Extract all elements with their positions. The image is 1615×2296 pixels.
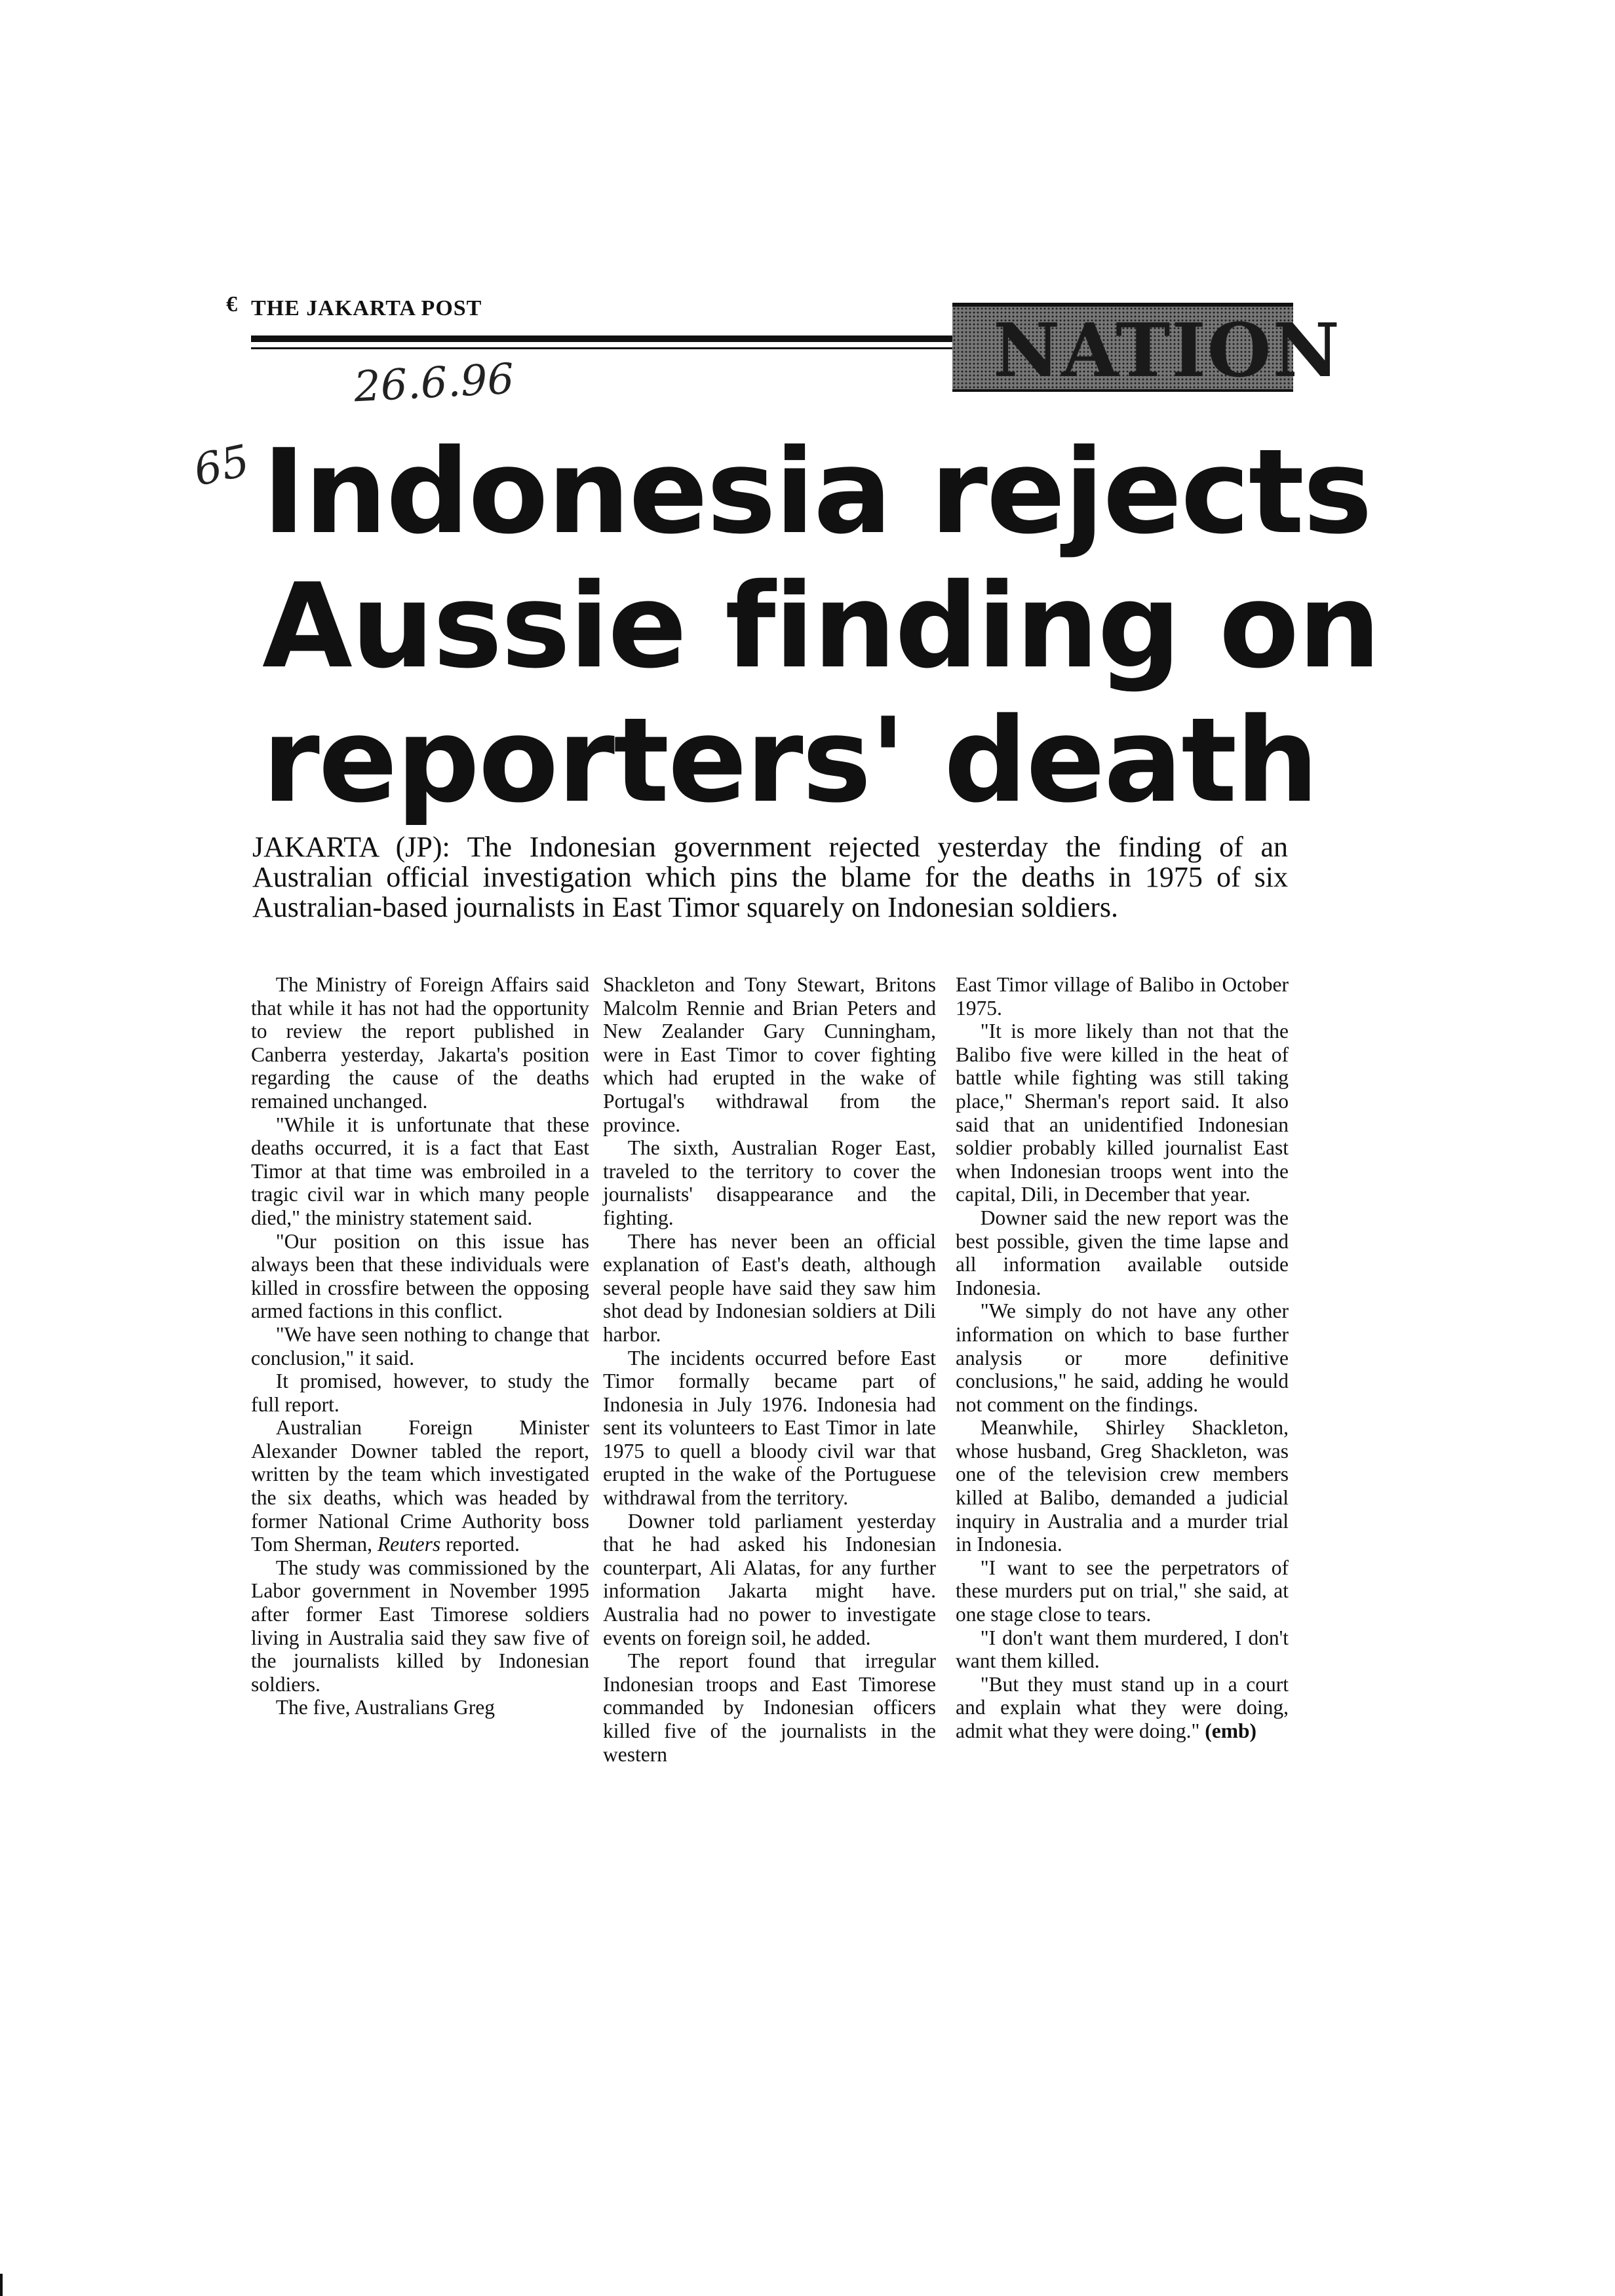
paragraph: The five, Australians Greg bbox=[275, 1696, 495, 1719]
headline-line-3: reporters' death bbox=[262, 693, 1318, 828]
paragraph: The study was commissioned by the Labor government in November 1995 after former East Timorese soldiers living in Australia said they saw five of the journalists killed by Indonesian soldiers. bbox=[251, 1556, 589, 1696]
reuters-credit: Reuters bbox=[377, 1533, 441, 1556]
masthead-title: THE JAKARTA POST bbox=[251, 296, 482, 320]
paragraph: "It is more likely than not that the Balibo five were killed in the heat of battle while fighting was still taking place," Sherman's report said. It also said that an unidentified Indonesian soldier probably killed journalist East when Indonesian troops went into the capital, Dili, in December that year. bbox=[956, 1020, 1289, 1206]
lede-paragraph: JAKARTA (JP): The Indonesian government rejected yesterday the finding of an Australian official investigation which pins the blame for the deaths in 1975 of six Australian-based journalists in East Timor squarely on Indonesian soldiers. bbox=[252, 831, 1288, 923]
section-label: NATION bbox=[993, 308, 1341, 394]
article-column-2 bbox=[603, 973, 936, 1766]
paragraph: "I don't want them murdered, I don't want them killed. bbox=[956, 1626, 1289, 1673]
paragraph-text: Australian Foreign Minister Alexander Downer tabled the report, written by the team which investigated the six deaths, which was headed by former National Crime Authority boss Tom Sherman, bbox=[251, 1416, 589, 1556]
headline bbox=[262, 424, 1380, 828]
paragraph: There has never been an official explanation of East's death, although several people have said they saw him shot dead by Indonesian soldiers at Dili harbor. bbox=[603, 1229, 936, 1346]
paragraph-signoff bbox=[956, 1673, 1289, 1743]
handwritten-date: 26.6.96 bbox=[353, 354, 516, 412]
paragraph: The Ministry of Foreign Affairs said that while it has not had the opportunity to review the report published in Canberra yesterday, Jakarta's position regarding the cause of the deaths remained unchanged. bbox=[251, 973, 589, 1113]
paragraph: "We simply do not have any other information on which to base further analysis or more definitive conclusions," he said, adding he would not comment on the findings. bbox=[956, 1299, 1289, 1416]
paragraph: "I want to see the perpetrators of these murders put on trial," she said, at one stage close to tears. bbox=[956, 1556, 1289, 1626]
headline-line-1: Indonesia rejects bbox=[262, 424, 1371, 560]
paragraph: It promised, however, to study the full report. bbox=[251, 1369, 589, 1416]
paragraph: "While it is unfortunate that these deaths occurred, it is a fact that East Timor at that time was embroiled in a tragic civil war in which many people died," the ministry statement said. bbox=[251, 1113, 589, 1229]
paragraph: "We have seen nothing to change that conclusion," it said. bbox=[251, 1322, 589, 1369]
article-column-1 bbox=[251, 973, 589, 1719]
paragraph: The report found that irregular Indonesian troops and East Timorese commanded by Indonesian officers killed five of the journalists in the western bbox=[603, 1649, 936, 1766]
paragraph: Downer told parliament yesterday that he had asked his Indonesian counterpart, Ali Alatas, for any further information Jakarta might have. Australia had no power to investigate events on foreign soil, he added. bbox=[603, 1509, 936, 1649]
page-edge-tick bbox=[0, 2274, 3, 2296]
paragraph: The sixth, Australian Roger East, traveled to the territory to cover the journalists' disappearance and the fighting. bbox=[603, 1136, 936, 1229]
signoff: (emb) bbox=[1205, 1719, 1256, 1742]
paragraph-text: "But they must stand up in a court and explain what they were doing, admit what they were doing." bbox=[956, 1672, 1289, 1742]
paragraph: East Timor village of Balibo in October 1975. bbox=[956, 973, 1289, 1020]
paragraph: The incidents occurred before East Timor formally became part of Indonesia in July 1976. Indonesia had sent its volunteers to East Timor in late 1975 to quell a bloody civil war that erupted in the wake of the Portuguese withdrawal from the territory. bbox=[603, 1346, 936, 1510]
reported-text: reported. bbox=[440, 1533, 520, 1556]
margin-scribble: 65 bbox=[189, 435, 254, 496]
headline-line-2: Aussie finding on bbox=[262, 558, 1380, 694]
masthead-rule bbox=[251, 335, 952, 342]
article-column-3 bbox=[956, 973, 1289, 1743]
masthead-mark: € bbox=[226, 292, 237, 316]
masthead-rule-thin bbox=[251, 347, 952, 349]
paragraph: "Our position on this issue has always been that these individuals were killed in crossfire between the opposing armed factions in this conflict. bbox=[251, 1229, 589, 1323]
paragraph: Meanwhile, Shirley Shackleton, whose husband, Greg Shackleton, was one of the television crew members killed at Balibo, demanded a judicial inquiry in Australia and a murder trial in Indonesia. bbox=[956, 1416, 1289, 1556]
paragraph: Downer said the new report was the best possible, given the time lapse and all information available outside Indonesia. bbox=[956, 1206, 1289, 1299]
paragraph: Shackleton and Tony Stewart, Britons Malcolm Rennie and Brian Peters and New Zealander Gary Cunningham, were in East Timor to cover fighting which had erupted in the wake of Portugal's withdrawal from the province. bbox=[603, 973, 936, 1136]
paragraph-with-credit bbox=[251, 1416, 589, 1556]
section-banner bbox=[952, 303, 1341, 394]
